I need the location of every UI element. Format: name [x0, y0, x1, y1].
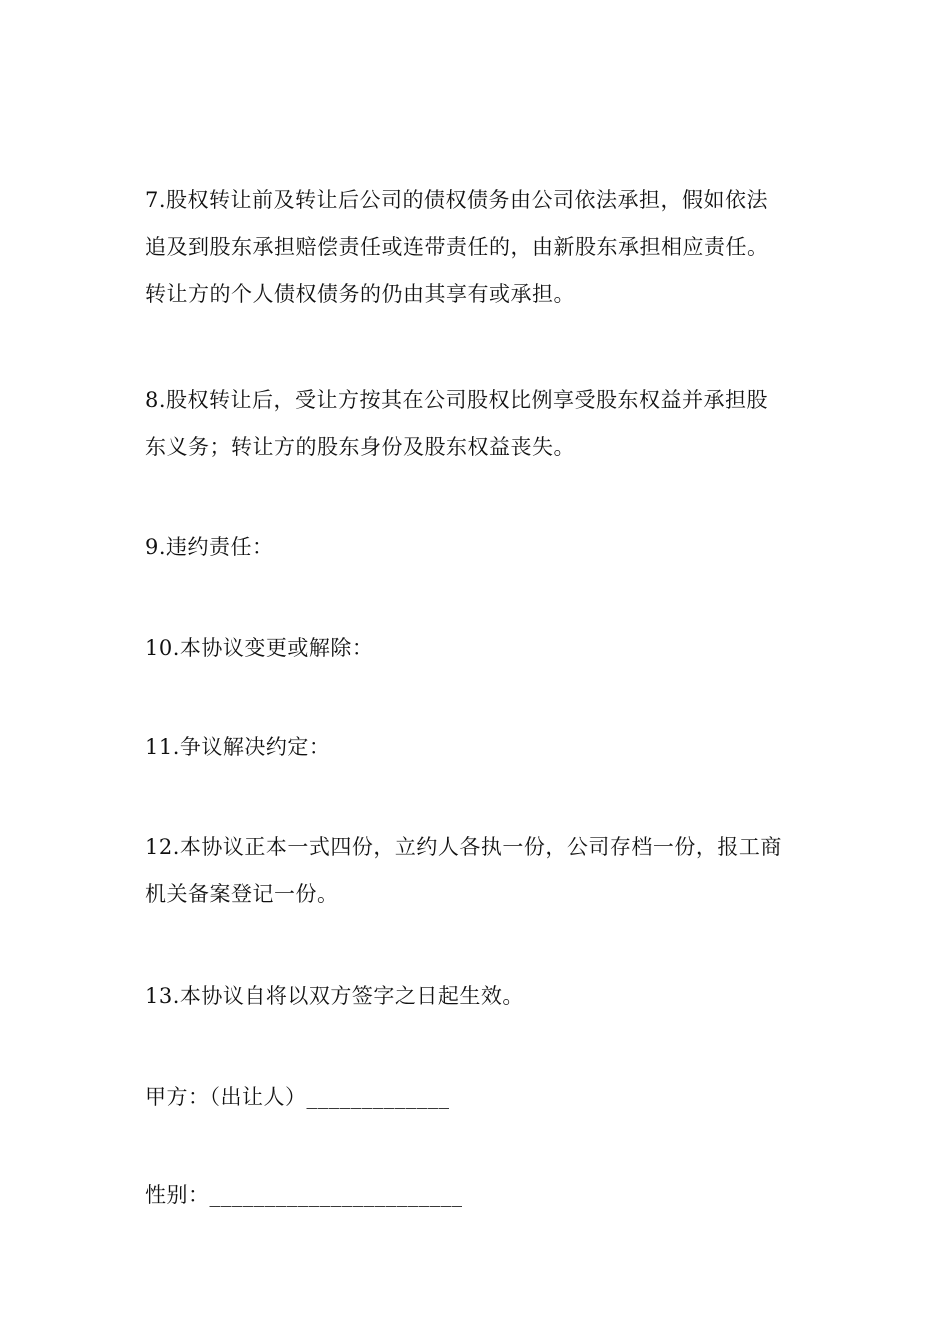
clause-line: 东义务；转让方的股东身份及股东权益丧失。: [145, 435, 575, 459]
clause-8: [145, 377, 815, 471]
clause-line: 转让方的个人债权债务的仍由其享有或承担。: [145, 282, 575, 306]
party-a-signature-field: 甲方：（出让人）_____________: [145, 1085, 450, 1109]
gender-field: 性别：_______________________: [145, 1183, 463, 1207]
clause-line: 8.股权转让后，受让方按其在公司股权比例享受股东权益并承担股: [145, 388, 769, 412]
clause-7: [145, 177, 815, 318]
clause-9: [145, 524, 815, 571]
clause-line: 9.违约责任：: [145, 535, 274, 559]
clause-line: 追及到股东承担赔偿责任或连带责任的，由新股东承担相应责任。: [145, 235, 769, 259]
clause-line: 12.本协议正本一式四份，立约人各执一份，公司存档一份，报工商: [145, 835, 782, 859]
clause-line: 11.争议解决约定：: [145, 735, 331, 759]
clause-11: [145, 724, 815, 771]
clause-line: 13.本协议自将以双方签字之日起生效。: [145, 984, 524, 1008]
clause-10: [145, 625, 815, 672]
clause-12: [145, 824, 815, 918]
clause-line: 10.本协议变更或解除：: [145, 636, 374, 660]
clause-line: 7.股权转让前及转让后公司的债权债务由公司依法承担，假如依法: [145, 188, 769, 212]
clause-line: 机关备案登记一份。: [145, 882, 339, 906]
clause-13: [145, 973, 815, 1020]
